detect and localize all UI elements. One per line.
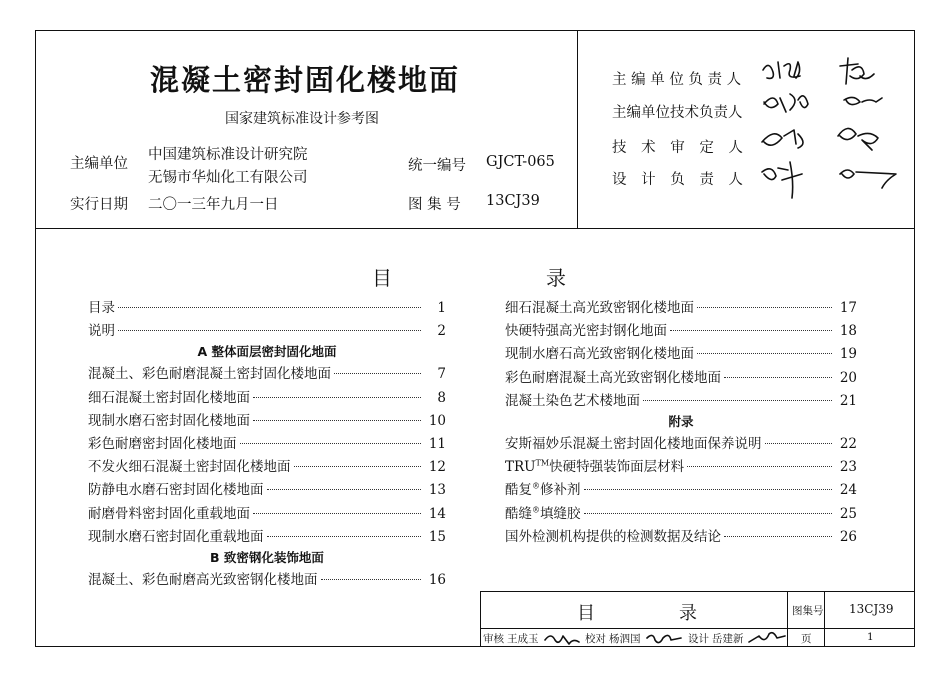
unified-no-value: GJCT-065 — [486, 154, 555, 170]
toc-entry-title: 混凝土、彩色耐磨高光致密钢化楼地面 — [88, 571, 318, 588]
toc-entry-page: 11 — [428, 435, 446, 452]
editor-label: 主编单位 — [70, 156, 128, 172]
reviewer-signature — [543, 630, 583, 646]
toc-entry-page: 7 — [437, 366, 446, 383]
toc-entry-page: 24 — [839, 482, 857, 499]
toc-leader-dots — [765, 443, 833, 444]
tech-approver-label: 技 术 审 定 人 — [612, 140, 748, 156]
handwritten-signatures — [760, 56, 910, 206]
toc-entry-title: 现制水磨石密封固化重载地面 — [88, 528, 264, 545]
toc-right-column — [505, 296, 857, 548]
toc-entry-page: 14 — [428, 505, 446, 522]
toc-left-column — [88, 296, 446, 591]
reviewer-name: 王成玉 — [507, 633, 539, 645]
toc-entry-page: 20 — [839, 369, 857, 386]
date-label: 实行日期 — [70, 197, 128, 213]
toc-entry-page: 12 — [428, 459, 446, 476]
design-lead-label: 设 计 负 责 人 — [612, 172, 748, 188]
toc-entry-page: 21 — [839, 392, 857, 409]
toc-entry-page: 15 — [428, 528, 446, 545]
toc-entry[interactable] — [505, 366, 857, 389]
toc-section-heading: B 致密钢化装饰地面 — [210, 549, 324, 565]
atlas-no-value: 13CJ39 — [486, 193, 540, 209]
toc-entry[interactable] — [88, 525, 446, 548]
toc-heading-left: 目 — [372, 266, 392, 290]
toc-entry-title: 现制水磨石密封固化楼地面 — [88, 412, 250, 429]
toc-leader-dots — [267, 489, 422, 490]
toc-entry-title: 细石混凝土高光致密钢化楼地面 — [505, 300, 694, 316]
chief-editor-label: 主 编 单 位 负 责 人 — [612, 72, 742, 88]
toc-section-heading: 附录 — [668, 413, 694, 429]
title-block-page-label: 页 — [801, 633, 812, 645]
title-block-heading-right: 录 — [679, 603, 697, 624]
title-block-atlas-label: 图集号 — [792, 605, 824, 617]
toc-leader-dots — [294, 466, 422, 467]
toc-entry-page: 8 — [437, 389, 446, 406]
toc-entry[interactable] — [88, 409, 446, 432]
atlas-no-label: 图 集 号 — [408, 197, 461, 213]
document-subtitle: 国家建筑标准设计参考图 — [225, 111, 379, 127]
toc-entry-page: 23 — [839, 459, 857, 476]
toc-entry[interactable] — [505, 342, 857, 365]
toc-entry[interactable] — [505, 525, 857, 548]
toc-leader-dots — [253, 420, 421, 421]
toc-entry-title: 不发火细石混凝土密封固化楼地面 — [88, 459, 291, 476]
toc-entry-title: 酷复®修补剂 — [505, 481, 581, 499]
toc-entry-page: 25 — [839, 505, 857, 522]
toc-entry[interactable] — [88, 502, 446, 525]
toc-entry-title: 酷缝®填缝胶 — [505, 505, 581, 522]
toc-leader-dots — [118, 330, 421, 331]
chief-tech-label: 主编单位技术负责人 — [612, 105, 743, 121]
toc-entry[interactable] — [88, 568, 446, 591]
toc-leader-dots — [584, 513, 833, 514]
toc-entry[interactable] — [88, 319, 446, 342]
toc-leader-dots — [253, 397, 421, 398]
toc-leader-dots — [687, 466, 832, 467]
title-block-heading-cell — [480, 591, 788, 629]
toc-entry-title: 说明 — [88, 323, 115, 340]
toc-leader-dots — [334, 373, 421, 374]
title-block-heading-left: 目 — [577, 603, 595, 624]
toc-entry[interactable] — [88, 296, 446, 319]
toc-leader-dots — [724, 377, 832, 378]
toc-entry-title: 安斯福妙乐混凝土密封固化楼地面保养说明 — [505, 435, 762, 452]
toc-section-heading: A 整体面层密封固化地面 — [197, 344, 337, 360]
reviewer-label: 审核 — [483, 633, 504, 645]
header-divider — [35, 228, 915, 229]
unified-no-label: 统一编号 — [408, 158, 466, 174]
toc-entry[interactable] — [88, 362, 446, 385]
toc-leader-dots — [670, 330, 832, 331]
toc-heading-right: 录 — [546, 266, 566, 290]
editor-line-2: 无锡市华灿化工有限公司 — [148, 170, 308, 186]
page-label-cell — [787, 628, 825, 647]
checker-signature — [645, 630, 685, 646]
designer-name: 岳建新 — [712, 633, 744, 645]
toc-leader-dots — [253, 513, 421, 514]
editor-line-1: 中国建筑标准设计研究院 — [148, 147, 308, 163]
toc-entry[interactable] — [505, 296, 857, 319]
atlas-label-cell — [787, 591, 825, 629]
toc-entry[interactable] — [505, 455, 857, 478]
designer-signature — [747, 630, 787, 646]
toc-entry-page: 22 — [839, 435, 857, 452]
toc-entry-page: 17 — [839, 300, 857, 316]
document-title: 混凝土密封固化楼地面 — [150, 63, 461, 97]
toc-entry[interactable] — [88, 386, 446, 409]
toc-entry[interactable] — [505, 389, 857, 412]
approval-row — [480, 628, 788, 647]
toc-leader-dots — [643, 400, 832, 401]
toc-entry-page: 2 — [437, 323, 446, 340]
toc-leader-dots — [118, 307, 421, 308]
toc-entry-title: 彩色耐磨混凝土高光致密钢化楼地面 — [505, 369, 721, 386]
toc-entry-page: 26 — [839, 528, 857, 545]
atlas-no-cell — [824, 591, 915, 629]
toc-entry-title: TRU™快硬特强装饰面层材料 — [505, 458, 685, 476]
toc-leader-dots — [321, 579, 422, 580]
title-block — [480, 591, 915, 647]
toc-entry-title: 防静电水磨石密封固化楼地面 — [88, 482, 264, 499]
toc-entry[interactable] — [505, 432, 857, 455]
toc-entry[interactable] — [505, 319, 857, 342]
page-no-cell — [824, 628, 915, 647]
toc-entry-page: 13 — [428, 482, 446, 499]
header-column-divider — [577, 30, 578, 228]
toc-leader-dots — [267, 536, 422, 537]
date-value: 二〇一三年九月一日 — [148, 197, 279, 213]
toc-entry-title: 细石混凝土密封固化楼地面 — [88, 389, 250, 406]
toc-entry-title: 现制水磨石高光致密钢化楼地面 — [505, 346, 694, 363]
toc-entry[interactable] — [505, 502, 857, 525]
title-block-page-no: 1 — [867, 631, 874, 643]
toc-leader-dots — [724, 536, 832, 537]
toc-entry-page: 19 — [839, 346, 857, 363]
checker-label: 校对 — [585, 633, 606, 645]
toc-entry-page: 18 — [839, 323, 857, 340]
toc-entry-title: 快硬特强高光密封钢化地面 — [505, 323, 667, 340]
toc-entry-title: 目录 — [88, 300, 115, 316]
designer-label: 设计 — [688, 633, 709, 645]
toc-leader-dots — [697, 353, 832, 354]
toc-leader-dots — [584, 489, 833, 490]
toc-entry-title: 混凝土、彩色耐磨混凝土密封固化楼地面 — [88, 366, 331, 383]
toc-entry-title: 混凝土染色艺术楼地面 — [505, 392, 640, 409]
toc-leader-dots — [240, 443, 422, 444]
toc-entry-title: 彩色耐磨密封固化楼地面 — [88, 435, 237, 452]
toc-entry-title: 国外检测机构提供的检测数据及结论 — [505, 528, 721, 545]
toc-entry[interactable] — [88, 478, 446, 501]
toc-entry-page: 1 — [437, 300, 446, 316]
toc-entry[interactable] — [505, 478, 857, 501]
title-block-atlas-no: 13CJ39 — [849, 602, 894, 616]
toc-entry[interactable] — [88, 455, 446, 478]
toc-entry-page: 16 — [428, 571, 446, 588]
toc-entry[interactable] — [88, 432, 446, 455]
toc-leader-dots — [697, 307, 832, 308]
checker-name: 杨泗国 — [609, 633, 641, 645]
toc-entry-page: 10 — [428, 412, 446, 429]
toc-entry-title: 耐磨骨料密封固化重载地面 — [88, 505, 250, 522]
